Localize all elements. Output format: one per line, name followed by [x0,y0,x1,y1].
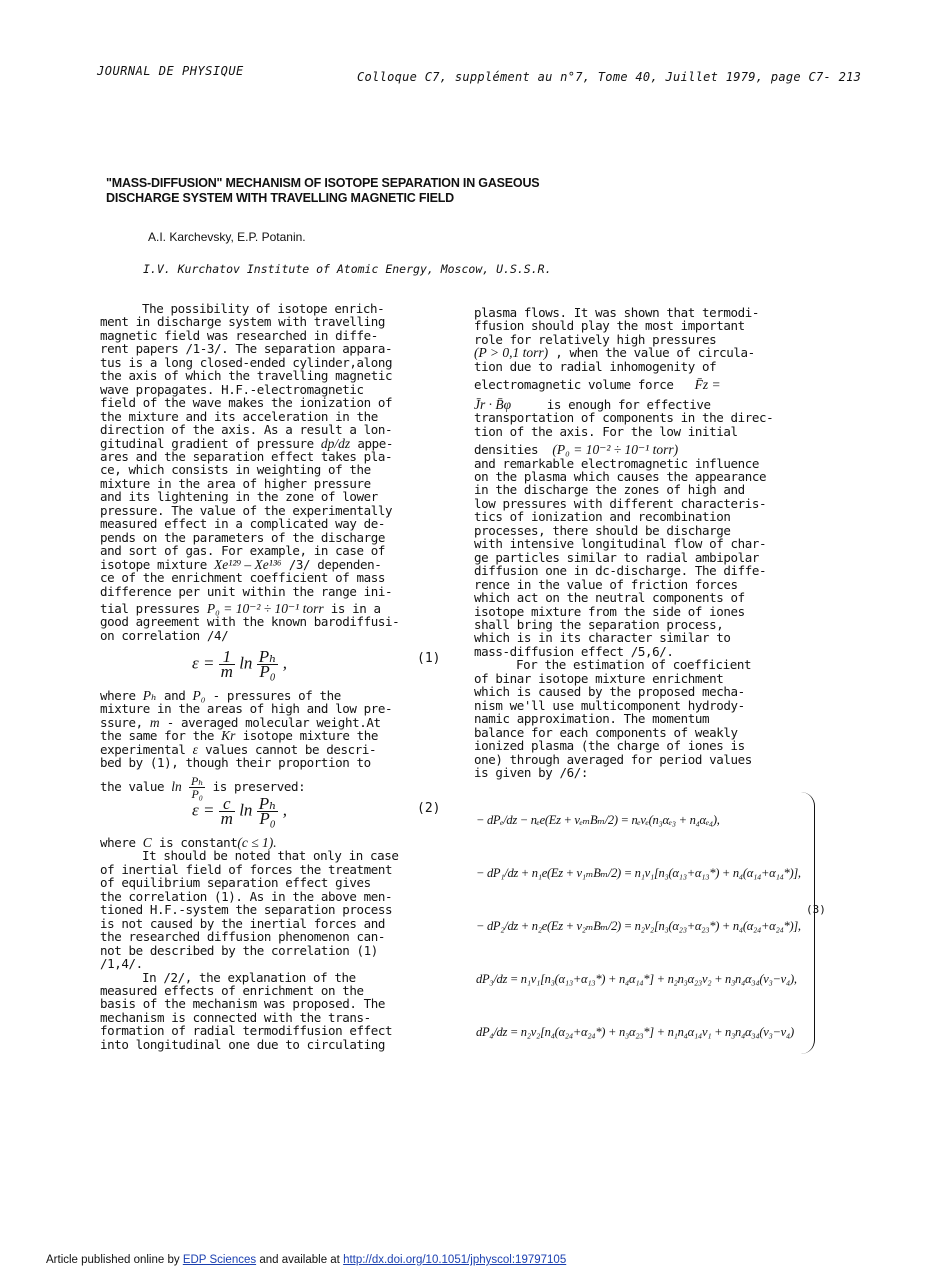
text-line: mechanism is connected with the trans- [100,1009,371,1025]
text-line: good agreement with the known barodiffusi- [100,614,400,630]
current-field-product: J̄r · B̄φ [474,396,512,412]
left-para-3 [100,836,450,1051]
low-density-range: (P₀ = 10⁻² ÷ 10⁻¹ torr) [552,442,679,458]
text-line: ares and the separation effect takes pla- [100,448,393,464]
momentum-equation-neutral-3: dP₃/dz = n₁v₁[n₃(α₁₃+α₁₃*) + n₄α₁₄*] + n₂n₃α₂₃v₂ + n₃n₄α₃₄(v₃−v₄), [476,972,797,986]
text-line: ionized plasma (the charge of iones is [474,738,745,754]
momentum-equation-ion-1: − dP₁/dz + n₁e(Ez + v₁ₘBₘ/2) = n₁v₁[n₃(α₁₃+α₁₃*) + n₄(α₁₄+α₁₄*)], [476,866,801,880]
text-line: tial pressures P₀ = 10⁻² ÷ 10⁻¹ torr is in a [100,600,381,616]
text-line: ment in discharge system with travelling [100,314,386,330]
text-line: rent papers /1-3/. The separation appara- [100,341,393,357]
text-line: The possibility of isotope enrich- [142,301,385,316]
publisher-link[interactable]: EDP Sciences [182,1254,257,1266]
text-line: magnetic field was researched in diffe- [100,327,378,343]
text-line: mixture in the areas of high and low pre- [100,701,393,717]
text-line: tion of the axis. For the low initial [474,423,738,439]
left-para-1 [100,302,450,642]
text-line: densities (P₀ = 10⁻² ÷ 10⁻¹ torr) [474,442,679,458]
text-line: the mixture and its acceleration in the [100,408,378,424]
text-line: In /2/, the explanation of the [142,969,356,985]
text-line: difference per unit within the range ini- [100,583,393,599]
text-line: in the discharge the zones of high and [474,482,745,498]
text-line: the correlation (1). As in the above men- [100,888,393,904]
equation-3-number: (3) [806,903,826,916]
text-line: one) through averaged for period values [474,751,752,767]
text-line: tus is a long closed-ended cylinder,along [100,354,393,370]
text-line: with intensive longitudinal flow of char- [474,536,767,552]
text-line: pressure. The value of the experimentally [100,502,393,518]
momentum-equation-ion-2: − dP₂/dz + n₂e(Ez + v₂ₘBₘ/2) = n₂v₂[n₃(α₂₃+α₂₃*) + n₄(α₂₄+α₂₄*)], [476,919,801,933]
text-line: where C is constant(c ≤ 1). [100,835,277,850]
doi-link[interactable]: http://dx.doi.org/10.1051/jphyscol:19797105 [343,1254,567,1266]
journal-name: JOURNAL DE PHYSIQUE [97,64,244,78]
text-line: field of the wave makes the ionization of [100,395,393,411]
text-line: basis of the mechanism was proposed. The [100,996,386,1012]
volume-force-symbol: F̄z = [694,377,721,393]
text-line: isotope mixture Xe¹²⁹ – Xe¹³⁶ /3/ dependen- [100,556,382,572]
text-line: wave propagates. H.F.-electromagnetic [100,381,364,397]
high-pressure-condition: (P > 0,1 torr) [474,345,549,361]
initial-pressure-range: P₀ = 10⁻² ÷ 10⁻¹ torr [206,600,324,616]
text-line: and its lightening in the zone of lower [100,489,378,505]
text-line: pends on the parameters of the discharge [100,529,386,545]
article-title [106,176,539,206]
text-line: It should be noted that only in case [142,848,399,864]
text-line: which is in its character similar to [474,630,731,646]
text-line: not be described by the correlation (1) [100,942,378,958]
text-line: of inertial field of forces the treatment [100,861,393,877]
text-line: formation of radial termodiffusion effect [100,1023,393,1039]
text-line: tion due to radial inhomogenity of [474,358,717,374]
text-line: shall bring the separation process, [474,616,724,632]
text-line: role for relatively high pressures [474,331,717,347]
text-line: measured effect in a complicated way de- [100,516,386,532]
equation-2-number: (2) [417,801,441,816]
text-line: and sort of gas. For example, in case of [100,543,386,559]
text-line: transportation of components in the direc- [474,410,774,426]
momentum-equation-electrons: − dPₑ/dz − nₑe(Ez + vₑₘBₘ/2) = nₑvₑ(n₃αₑ₃ + n₄αₑ₄), [476,813,720,827]
equation-2: ε = $\frac{c}{m}$ ln $\frac{\text{Pₕ}}{\text{P₀}}$ , [192,794,287,828]
equation-system-brace [800,792,815,1054]
text-line: is not caused by the inertial forces and [100,915,386,931]
text-line: of equilibrium separation effect gives [100,875,371,891]
equation-1-number: (1) [417,651,441,666]
text-line: the axis of which the travelling magnetic [100,368,393,384]
text-line: (P > 0,1 torr) , when the value of circula- [474,345,755,361]
text-line: and remarkable electromagnetic influence [474,455,760,471]
text-line: direction of the axis. As a result a lon- [100,422,393,438]
equation-1: ε = $\frac{1}{m}$ ln $\frac{\text{Pₕ}}{\text{P₀}}$ , [192,647,287,681]
text-line: gitudinal gradient of pressure dp/dz appe- [100,435,393,451]
text-line: the same for the Kr isotope mixture the [100,728,378,744]
authors: A.I. Karchevsky, E.P. Potanin. [148,230,306,244]
publication-footer [46,1254,566,1266]
title-line-1: "MASS-DIFFUSION" MECHANISM OF ISOTOPE SEPARATION IN GASEOUS [106,176,540,190]
text-line: ffusion should play the most important [474,318,745,334]
text-line: electromagnetic volume force F̄z = [474,377,721,393]
text-line: isotope mixture from the side of iones [474,603,745,619]
text-line: tics of ionization and recombination [474,509,731,525]
text-line: /1,4/. [100,956,143,972]
left-column [100,302,450,642]
momentum-equation-neutral-4: dP₄/dz = n₂v₂[n₄(α₂₄+α₂₄*) + n₃α₂₃*] + n₁n₄α₁₄v₁ + n₃n₄α₃₄(v₃−v₄) [476,1025,794,1039]
text-line: on correlation /4/ [100,627,229,643]
text-line: For the estimation of coefficient [516,657,752,673]
text-line: ge particles similar to radial ambipolar [474,549,760,565]
text-line: plasma flows. It was shown that termodi- [474,305,760,320]
text-line: ce, which consists in weighting of the [100,462,371,478]
text-line: low pressures with different characteris- [474,495,767,511]
text-line: mass-diffusion effect /5,6/. [474,643,674,659]
text-line: ssure, m - averaged molecular weight.At [100,714,381,730]
left-para-2 [100,689,450,800]
pressure-gradient-symbol: dp/dz [320,435,351,451]
text-line: processes, there should be discharge [474,522,731,538]
text-line: into longitudinal one due to circulating [100,1036,386,1052]
text-line: tioned H.F.-system the separation process [100,902,393,918]
text-line: ce of the enrichment coefficient of mass [100,570,386,586]
text-line: mixture in the area of higher pressure [100,475,371,491]
text-line: measured effects of enrichment on the [100,982,364,998]
text-line: experimental ε values cannot be descri- [100,741,377,757]
text-line: on the plasma which causes the appearance [474,468,767,484]
text-line: balance for each components of weakly [474,724,738,740]
isotope-xe-symbol: Xe¹²⁹ – Xe¹³⁶ [214,556,282,572]
text-line: the researched diffusion phenomenon can- [100,929,386,945]
text-line: is given by /6/: [474,764,589,780]
colloque-reference: Colloque C7, supplément au n°7, Tome 40, Juillet 1979, page C7- 213 [357,70,862,84]
text-line: which is caused by the proposed mecha- [474,684,745,700]
affiliation: I.V. Kurchatov Institute of Atomic Energy, Moscow, U.S.S.R. [143,262,552,276]
text-line: namic approximation. The momentum [474,711,710,727]
text-line: the value ln $\frac{\text{Pₕ}}{\text{P₀}}$ is preserved: [100,773,306,801]
text-line: of binar isotope mixture enrichment [474,670,724,686]
text-line: which act on the neutral components of [474,590,745,606]
text-line: J̄r · B̄φ is enough for effective [474,396,711,412]
title-line-2: DISCHARGE SYSTEM WITH TRAVELLING MAGNETIC FIELD [106,191,455,205]
text-line: nism we'll use multicomponent hydrody- [474,697,745,713]
text-line: rence in the value of friction forces [474,576,738,592]
footer-middle: and available at [259,1254,340,1266]
text-line: bed by (1), though their proportion to [100,755,371,771]
footer-prefix: Article published online by [46,1254,180,1266]
text-line: diffusion one in dc-discharge. The diffe- [474,563,767,579]
right-column [474,306,824,779]
text-line: where Pₕ and P₀ - pressures of the [100,688,341,703]
